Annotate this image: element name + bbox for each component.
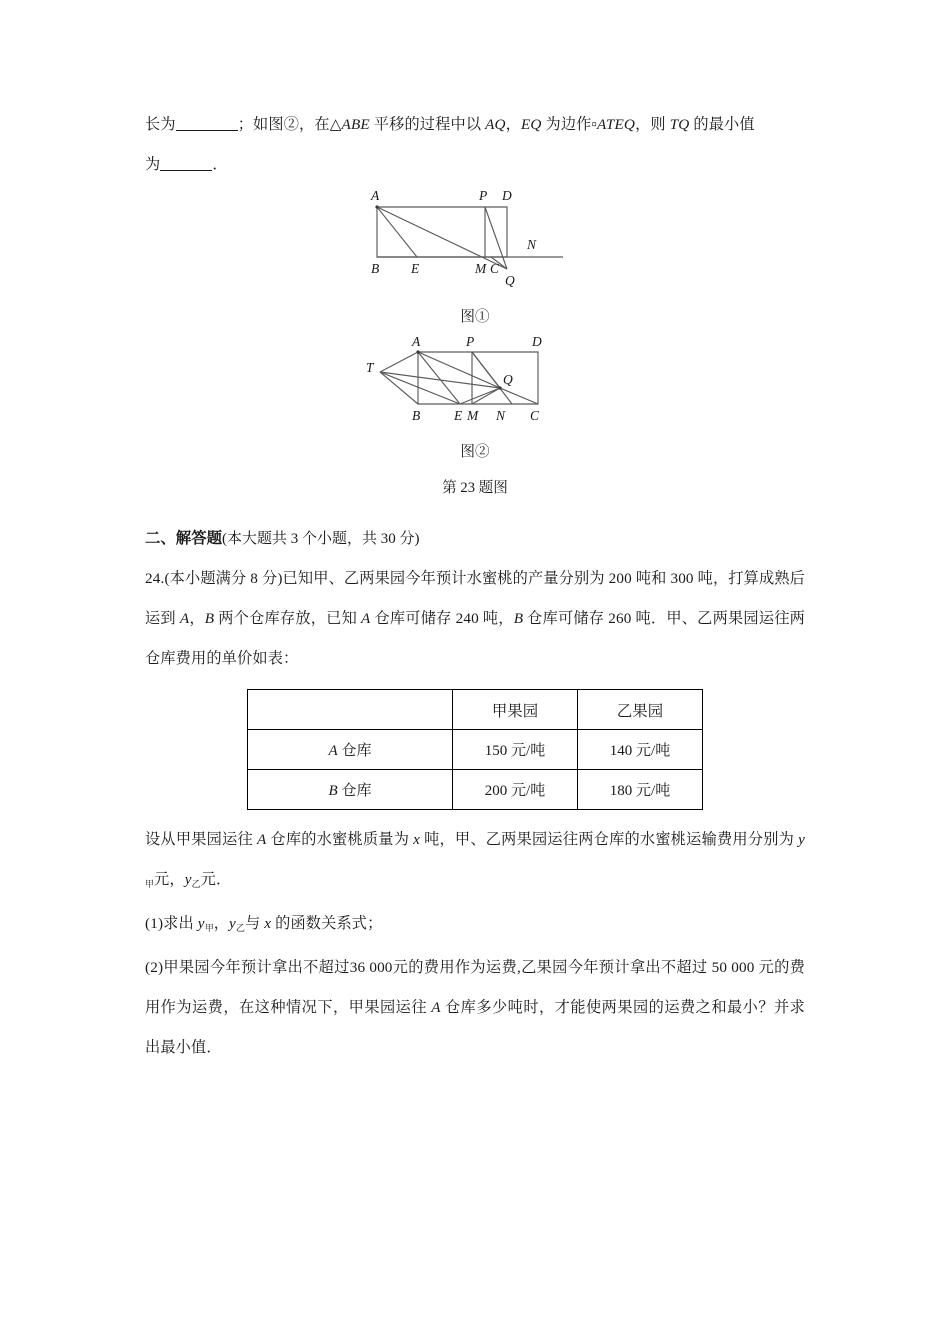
setup-mid-2: 吨，甲、乙两果园运往两仓库的水蜜桃运输费用分别为	[420, 831, 799, 848]
q23-text-lead: 长为	[145, 116, 176, 133]
part2-lead: (2)甲果园今年预计拿出不超过36 000元的费用作为运费,乙果园今年预计拿出不超过 50 000 元的费用作为运费，在这种情况下，甲果园运往	[145, 959, 805, 1016]
section-meta: (本大题共 3 个小题，共 30 分)	[221, 531, 420, 547]
figure-1-label-P: P	[479, 188, 488, 203]
table-row-label-a	[248, 730, 453, 770]
table-cell-a-jia: 150 元/吨	[453, 730, 578, 770]
question-24-body-5: 仓库可储存 260 吨．甲、乙两果园运往两仓库费用的单价如表：	[145, 610, 805, 667]
setup-unit-1: 元，	[154, 871, 185, 888]
part2-tail: 仓库多少吨时，才能使两果园的运费之和最小？并求出最小值．	[145, 999, 805, 1056]
part1-sub-jia: 甲	[204, 923, 214, 933]
setup-sub-jia: 甲	[145, 879, 155, 889]
figure-1-svg	[355, 185, 595, 297]
setup-lead: 设从甲果园运往	[145, 831, 257, 848]
setup-var-A: A	[256, 831, 267, 848]
q23-comma-1: ，	[505, 116, 521, 133]
figure-2-label-E: E	[454, 408, 463, 423]
figure-2-label-N: N	[496, 408, 506, 423]
question-24-body-1: 已知甲、乙两果园今年预计水蜜桃的产量分别为 200 吨和 300 吨，打算成熟后运到	[145, 570, 806, 627]
question-24-part-1	[145, 904, 805, 948]
part1-mid: 与	[244, 915, 265, 932]
row-label-text-b: 仓库	[337, 783, 372, 799]
section-heading	[145, 519, 805, 559]
q23-text-mid: ；如图②，在△	[237, 116, 342, 133]
figure-2-drawing	[360, 332, 590, 437]
vertex-dot-a	[375, 205, 378, 208]
figure-1-label-D: D	[502, 188, 512, 203]
question-24-stem	[145, 559, 805, 679]
part1-lead: (1)求出	[145, 915, 198, 932]
figure-2-label-T: T	[366, 360, 374, 375]
table-row-label-b	[248, 770, 453, 810]
part1-var-y-jia: y	[197, 915, 205, 932]
table-corner-cell	[248, 690, 453, 730]
figure-1-block	[145, 185, 805, 332]
answer-blank-1[interactable]	[176, 130, 238, 131]
figure-1-label-Q: Q	[505, 273, 515, 288]
figure-2-svg	[360, 332, 590, 432]
setup-var-y-jia: y	[798, 831, 806, 848]
vertex-dot-a2	[416, 350, 419, 353]
figure-2-label-Q: Q	[503, 372, 513, 387]
figure-2-label-D: D	[532, 334, 542, 349]
figure-2-label-A: A	[412, 334, 421, 349]
section-title: 解答题	[175, 530, 222, 547]
unit-price-table	[247, 689, 703, 810]
figure-2-label-P: P	[466, 334, 475, 349]
question-24-body-3: 两个仓库存放，已知	[214, 610, 362, 627]
row-label-text-a: 仓库	[337, 743, 372, 759]
question-24-score: (本小题满分 8 分)	[164, 570, 283, 587]
question-24-body-2: ，	[189, 610, 205, 627]
question-24-part-2	[145, 948, 805, 1068]
question-23-continuation	[145, 105, 805, 145]
figure-1-label-A: A	[371, 188, 380, 203]
row-label-var-b: B	[328, 783, 338, 799]
q23-text-after-eq: 为边作▫	[541, 116, 598, 133]
row-label-var-a: A	[328, 743, 338, 759]
table-cell-b-jia: 200 元/吨	[453, 770, 578, 810]
figure-1-label-E: E	[411, 261, 420, 276]
q23-text-after-abe: 平移的过程中以	[369, 116, 486, 133]
q24-var-A-2: A	[361, 610, 371, 627]
q23-line2-lead: 为	[145, 156, 161, 173]
answer-blank-2[interactable]	[160, 170, 212, 171]
table-col-header-jia: 甲果园	[453, 690, 578, 730]
table-header-row	[248, 690, 703, 730]
figure-2-caption: 图②	[460, 444, 490, 460]
label-aq: AQ	[485, 116, 506, 133]
part1-tail: 的函数关系式；	[271, 915, 383, 932]
question-24-body-4: 仓库可储存 240 吨，	[370, 610, 514, 627]
question-23-continuation-line2	[145, 145, 805, 185]
q23-line2-tail: ．	[212, 156, 228, 173]
figure-1-label-N: N	[527, 237, 537, 252]
price-table-zone	[145, 689, 805, 810]
label-tq: TQ	[669, 116, 690, 133]
label-eq: EQ	[521, 116, 542, 133]
setup-var-y-yi: y	[184, 871, 192, 888]
setup-unit-2: 元．	[200, 871, 232, 888]
question-24-number: 24.	[145, 570, 165, 587]
q24-var-B-2: B	[513, 610, 524, 627]
question-24-setup	[145, 820, 805, 904]
label-abe: ABE	[341, 116, 370, 133]
figure-1-caption: 图①	[460, 309, 490, 325]
figure-1-drawing	[355, 185, 595, 302]
q23-text-tail: 的最小值	[689, 116, 755, 133]
figure-2-block	[145, 332, 805, 503]
figure-2-label-B: B	[412, 408, 421, 423]
table-row	[248, 730, 703, 770]
label-ateq: ATEQ	[597, 116, 636, 133]
page-content	[145, 105, 805, 1068]
section-number: 二、	[145, 530, 176, 547]
figure-group-caption: 第 23 题图	[442, 480, 508, 496]
part1-sub-yi: 乙	[235, 923, 245, 933]
setup-sub-yi: 乙	[191, 879, 201, 889]
part1-var-x: x	[264, 915, 272, 932]
figure-1-label-C: C	[490, 261, 500, 276]
part1-comma: ，	[213, 915, 230, 932]
q24-var-A-1: A	[179, 610, 190, 627]
table-row	[248, 770, 703, 810]
figure-2-label-C: C	[530, 408, 540, 423]
figure-1-label-M: M	[475, 261, 487, 276]
figure-1-label-B: B	[371, 261, 380, 276]
table-col-header-yi: 乙果园	[578, 690, 703, 730]
setup-mid: 仓库的水蜜桃质量为	[266, 831, 414, 848]
q23-text-then: ，则	[635, 116, 670, 133]
table-cell-a-yi: 140 元/吨	[578, 730, 703, 770]
vertex-dot-q2	[498, 386, 501, 389]
part2-var-A: A	[431, 999, 441, 1016]
part1-var-y-yi: y	[229, 915, 236, 932]
figure-2-label-M: M	[467, 408, 479, 423]
setup-var-x: x	[413, 831, 421, 848]
table-cell-b-yi: 180 元/吨	[578, 770, 703, 810]
q24-var-B-1: B	[204, 610, 215, 627]
